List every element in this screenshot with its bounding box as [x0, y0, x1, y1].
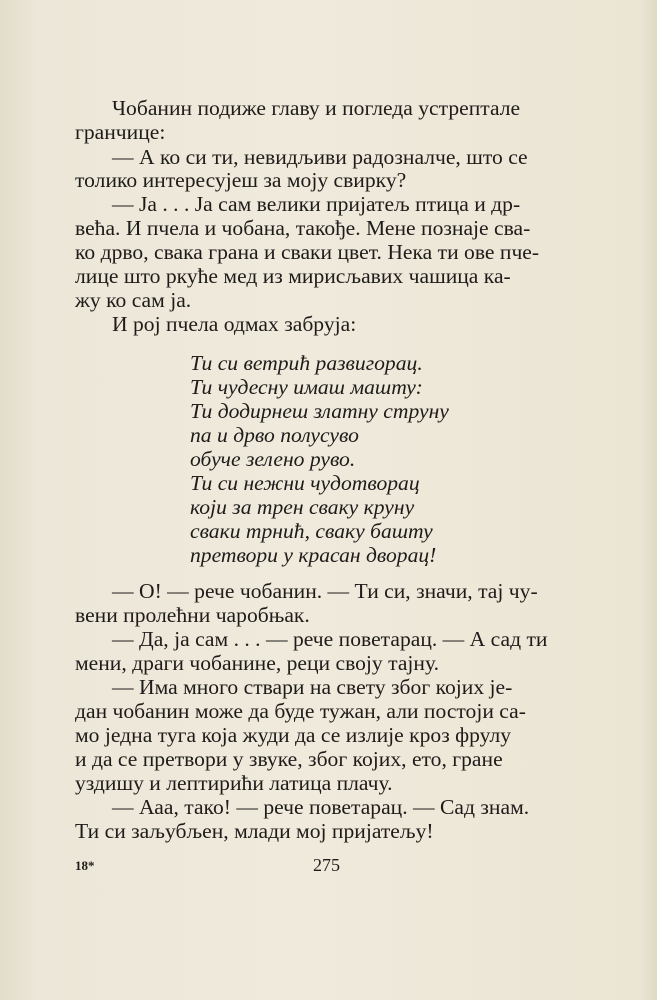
text-line: гранчице:	[75, 120, 166, 144]
poem-line: па и дрво полусуво	[190, 423, 359, 447]
poem-line: Ти додирнеш златну струну	[190, 399, 449, 423]
text-line: — О! — рече чобанин. — Ти си, значи, тај чу-	[112, 579, 538, 603]
text-line: — Да, ја сам . . . — рече поветарац. — А сад ти	[112, 627, 548, 651]
poem-line: претвори у красан дворац!	[190, 543, 437, 567]
text-line: дан чобанин може да буде тужан, али постоји са-	[75, 699, 526, 723]
text-line: — Ааа, тако! — рече поветарац. — Сад знам.	[112, 795, 530, 819]
text-line: већа. И пчела и чобана, такође. Мене познаје сва-	[75, 216, 531, 240]
page-number: 275	[313, 855, 340, 875]
poem-line: Ти си ветрић развигорац.	[190, 351, 423, 375]
text-line: вени пролећни чаробњак.	[75, 603, 310, 627]
text-line: лице што ркуће мед из мирисљавих чашица ка-	[75, 264, 511, 288]
text-line: ко дрво, свака грана и сваки цвет. Нека ти ове пче-	[75, 240, 540, 264]
poem-line: Ти си нежни чудотворац	[190, 471, 420, 495]
signature-mark: 18*	[75, 858, 95, 873]
text-line: мо једна туга која жуди да се излије кроз фрулу	[75, 723, 512, 747]
text-line: и да се претвори у звуке, због којих, ето, гране	[75, 747, 503, 771]
text-line: — А ко си ти, невидљиви радозналче, што се	[112, 145, 528, 169]
text-line: уздишу и лептирићи латица плачу.	[75, 771, 393, 795]
text-line: — Ја . . . Ја сам велики пријатељ птица и др-	[112, 192, 521, 216]
text-line: — Има много ствари на свету због којих је-	[112, 675, 513, 699]
poem-line: Ти чудесну имаш машту:	[190, 375, 423, 399]
text-line: Ти си заљубљен, млади мој пријатељу!	[75, 819, 434, 843]
poem-line: који за трен сваку круну	[190, 495, 415, 519]
poem-line: обуче зелено руво.	[190, 447, 356, 471]
text-line: мени, драги чобанине, реци своју тајну.	[75, 651, 440, 675]
text-line: Чобанин подиже главу и погледа устрептале	[112, 96, 521, 120]
text-line: И рој пчела одмах забруја:	[112, 312, 357, 336]
text-line: жу ко сам ја.	[75, 288, 192, 312]
text-line: толико интересујеш за моју свирку?	[75, 168, 407, 192]
poem-line: сваки трнић, сваку башту	[190, 519, 433, 543]
